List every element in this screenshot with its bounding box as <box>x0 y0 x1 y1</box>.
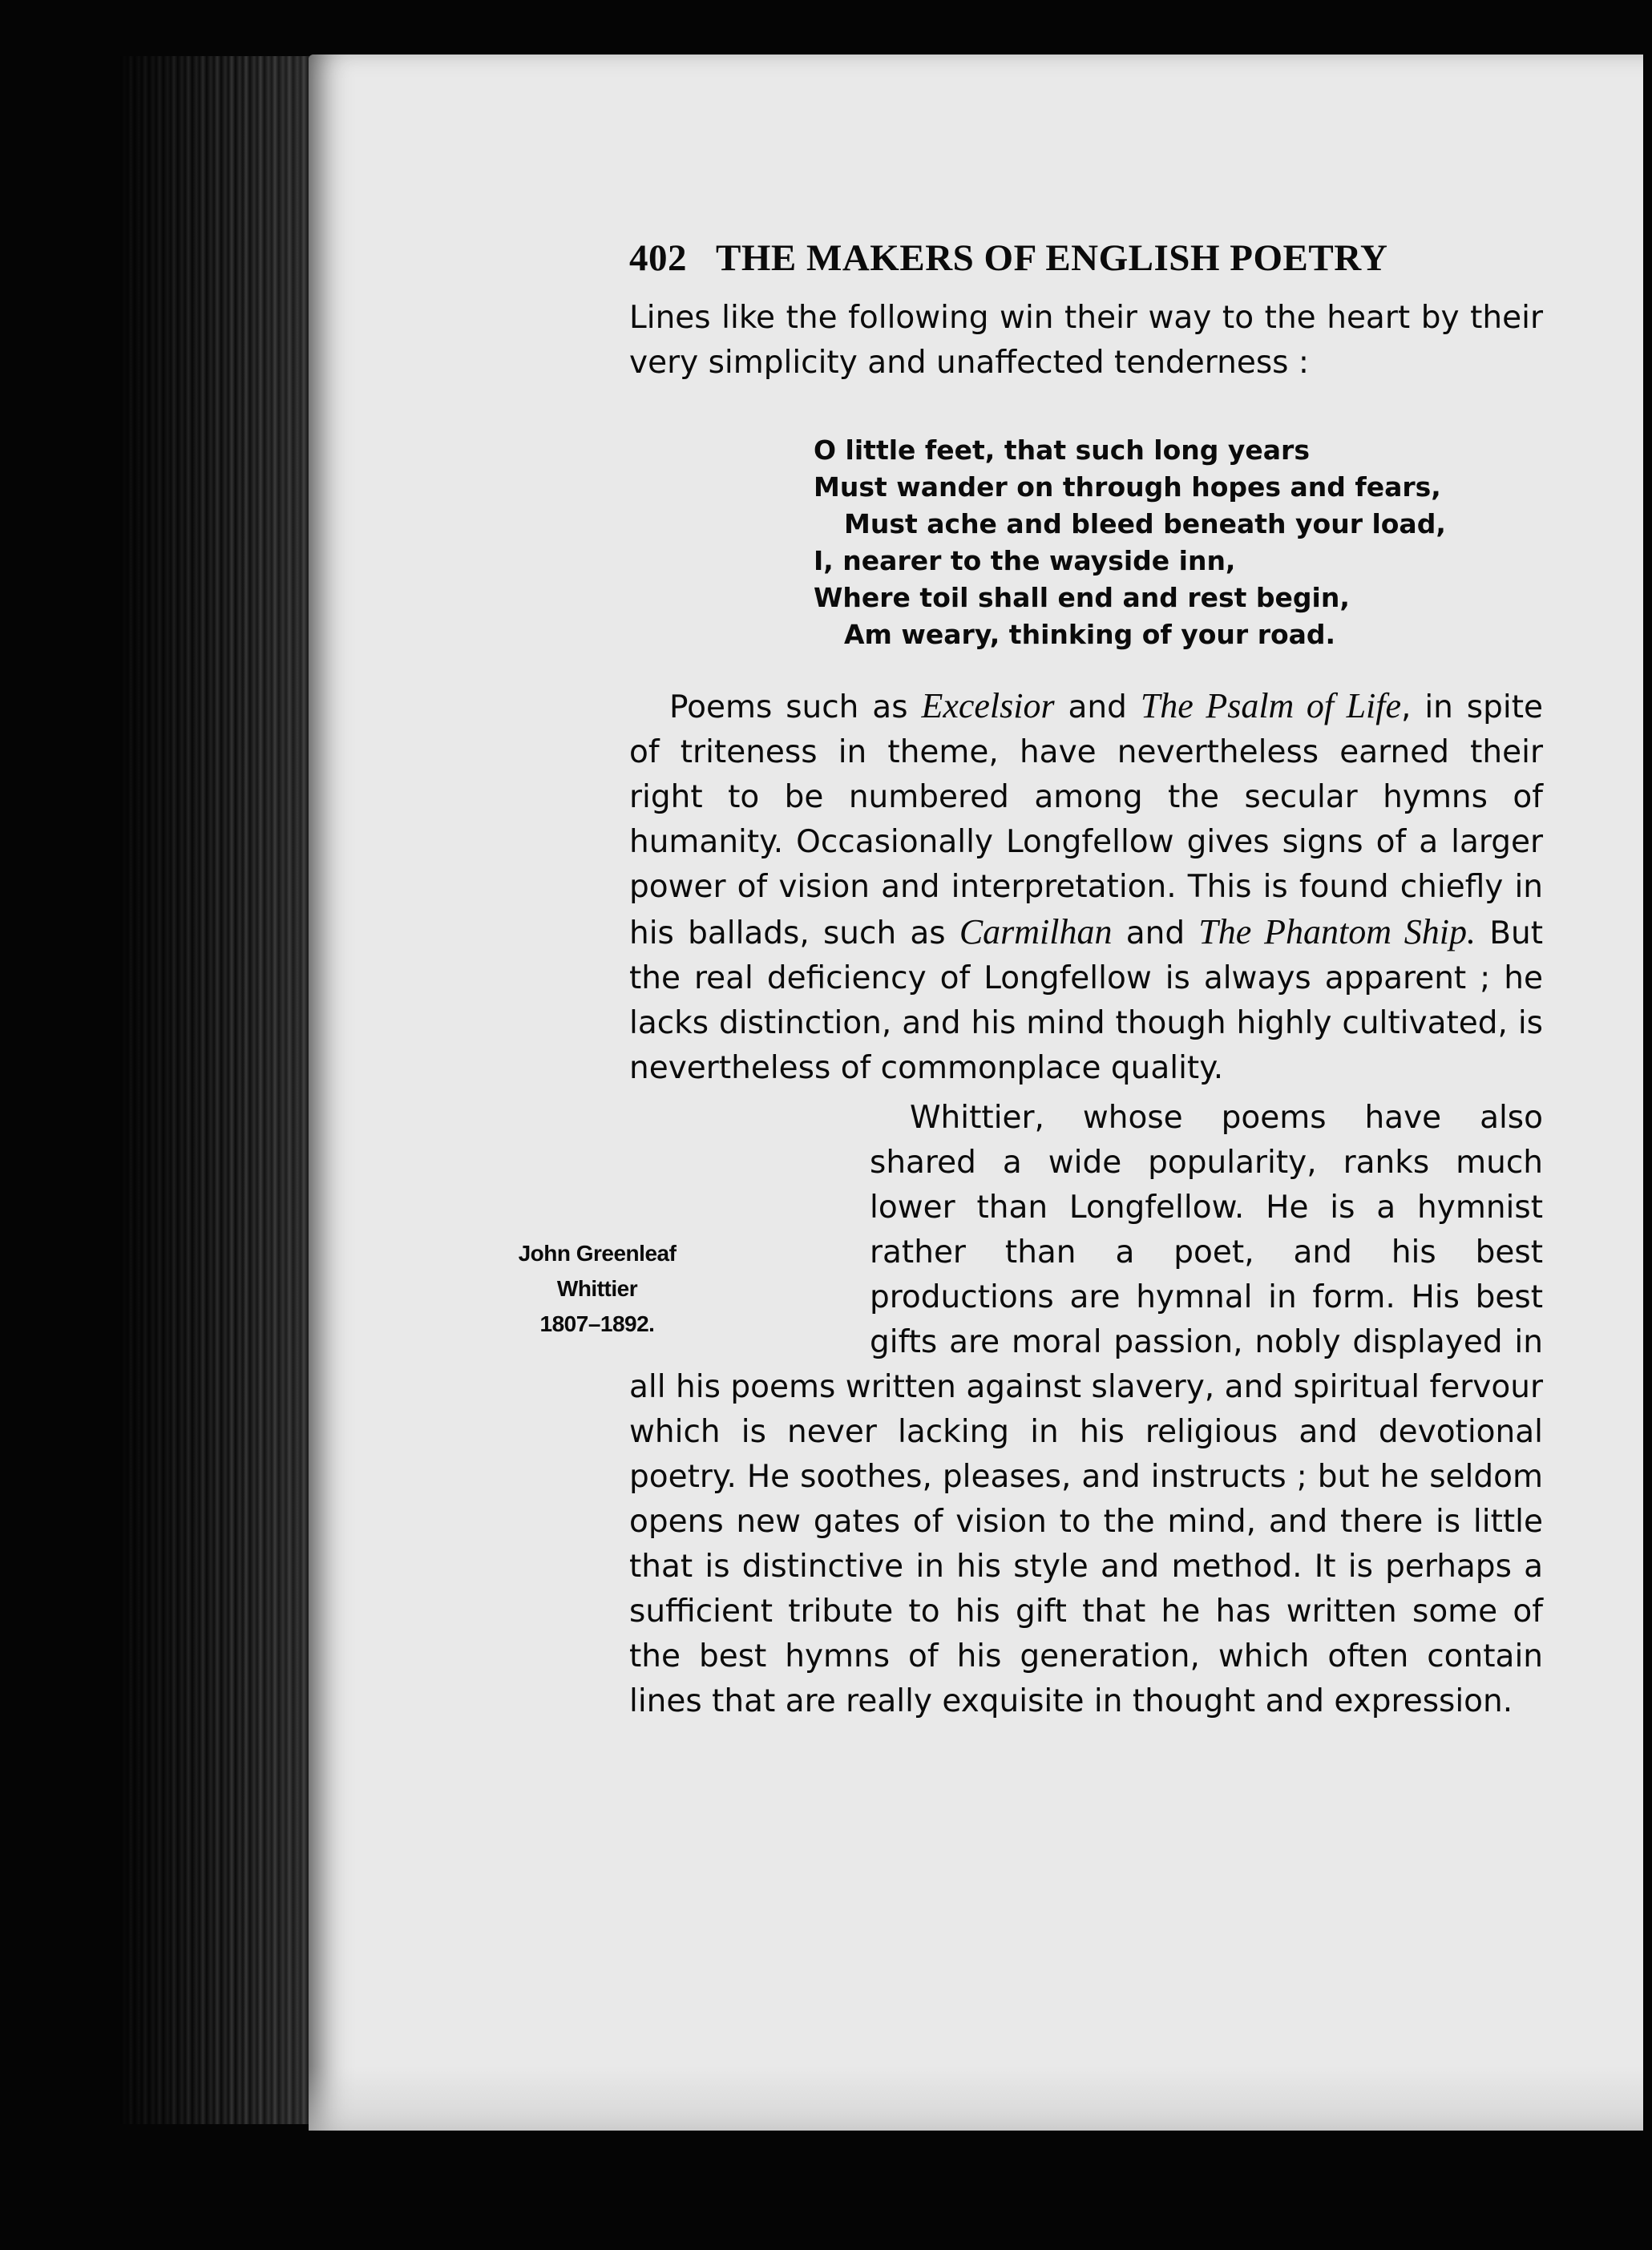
page-number: 402 <box>629 237 687 279</box>
running-title: THE MAKERS OF ENGLISH POETRY <box>716 237 1388 279</box>
book-page-edges <box>120 56 337 2124</box>
poem-line: Where toil shall end and rest begin, <box>814 582 1350 613</box>
page-text <box>518 236 1543 1724</box>
poem-line: I, nearer to the wayside inn, <box>814 545 1236 576</box>
text-run: and <box>1054 689 1141 725</box>
work-title: Excelsior <box>921 686 1055 725</box>
margin-sidenote <box>477 1236 717 1342</box>
whittier-section <box>518 1096 1543 1724</box>
work-title: The Phantom Ship. <box>1198 912 1476 951</box>
intro-paragraph: Lines like the following win their way to the heart by their very simplicity and unaffected tenderness : <box>629 300 1543 381</box>
poem-line: O little feet, that such long years <box>814 434 1310 466</box>
running-head <box>629 236 1543 280</box>
sidenote-name: John Greenleaf <box>518 1241 677 1266</box>
text-run: Poems such as <box>669 689 922 725</box>
work-title: The Psalm of Life <box>1140 686 1402 725</box>
text-run: and <box>1112 915 1199 951</box>
poem-line: Am weary, thinking of your road. <box>844 619 1336 650</box>
poem-line: Must wander on through hopes and fears, <box>814 471 1441 503</box>
sidenote-dates: 1807–1892. <box>539 1311 655 1336</box>
text-run: , in spite of triteness in theme, have nevertheless earned their right to be numbered among the secular hymns of humanity. Occasionally Longfellow gives signs of a larger power of vision and interpretation. This is found chiefly in his ballads, such as <box>629 689 1543 951</box>
paragraph-longfellow <box>629 684 1543 1091</box>
poem-quotation <box>814 432 1543 653</box>
poem-line: Must ache and bleed beneath your load, <box>844 508 1446 539</box>
work-title: Carmilhan <box>959 912 1113 951</box>
sidenote-name-cont: Whittier <box>556 1276 638 1301</box>
paragraph-whittier: Whittier, whose poems have also shared a wide popularity, ranks much lower than Longfellow. He is a hymnist rather than a poet, and his best productions are hymnal in form. His best gifts are moral passion, nobly displayed in all his poems written against slavery, and spiritual fervour which is never lacking in his religious and devotional poetry. He soothes, pleases, and instructs ; but he seldom opens new gates of vision to the mind, and there is little that is distinctive in his style and method. It is perhaps a sufficient tribute to his gift that he has written some of the best hymns of his generation, which often contain lines that are really exquisite in thought and expression. <box>629 1100 1543 1719</box>
text-run: But the real deficiency of Longfellow is always apparent ; he lacks distinction, and his mind though highly cultivated, is nevertheless of commonplace quality. <box>629 915 1543 1086</box>
